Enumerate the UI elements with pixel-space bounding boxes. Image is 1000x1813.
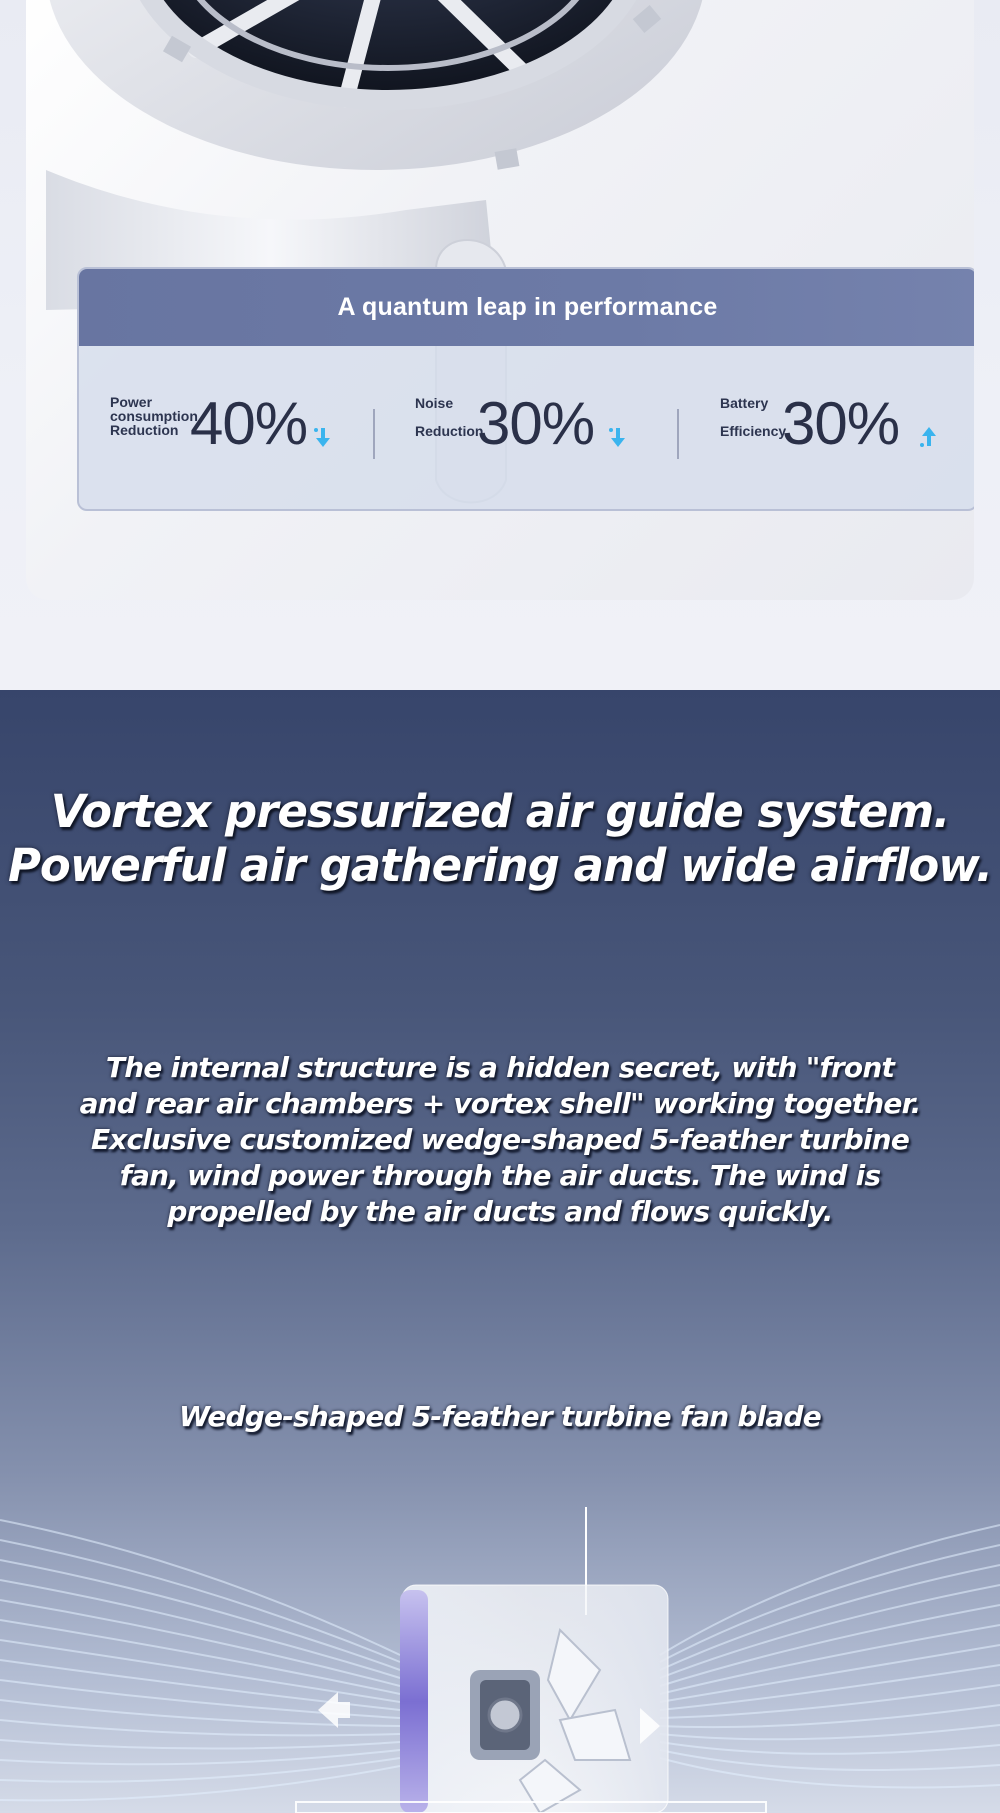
description-line: The internal structure is a hidden secret, with "front	[105, 1051, 895, 1084]
stat-value: 30%	[782, 390, 900, 457]
stat-value: 30%	[477, 390, 595, 457]
up-arrow-icon	[916, 424, 942, 450]
stat-noise-reduction	[415, 384, 645, 464]
stat-label: Power consumption Reduction	[110, 394, 198, 438]
product-card	[26, 0, 974, 600]
airflow-headline-line-2: Powerful air gathering and wide airflow.	[7, 839, 993, 892]
performance-panel	[77, 267, 974, 511]
description-line: propelled by the air ducts and flows quickly.	[167, 1195, 833, 1228]
performance-section	[0, 0, 1000, 690]
stat-value: 40%	[190, 390, 308, 457]
description-line: and rear air chambers + vortex shell" working together.	[79, 1087, 921, 1120]
fan-blade-caption: Wedge-shaped 5-feather turbine fan blade	[179, 1400, 821, 1433]
stat-battery-efficiency	[720, 384, 950, 464]
turbine-airflow-image	[0, 1430, 1000, 1813]
description-line: fan, wind power through the air ducts. The wind is	[119, 1159, 881, 1192]
stat-label: Battery Efficiency	[720, 395, 787, 439]
stat-divider	[677, 409, 679, 459]
down-arrow-icon	[605, 424, 631, 450]
performance-title: A quantum leap in performance	[79, 269, 974, 346]
airflow-headline-line-1: Vortex pressurized air guide system.	[50, 785, 950, 838]
down-arrow-icon	[310, 424, 336, 450]
airflow-section	[0, 690, 1000, 1813]
stat-power-consumption	[110, 384, 340, 464]
airflow-description	[60, 1050, 940, 1230]
performance-stats	[79, 346, 974, 509]
stat-divider	[373, 409, 375, 459]
stat-label: Noise Reduction	[415, 395, 484, 439]
description-line: Exclusive customized wedge-shaped 5-feather turbine	[90, 1123, 910, 1156]
